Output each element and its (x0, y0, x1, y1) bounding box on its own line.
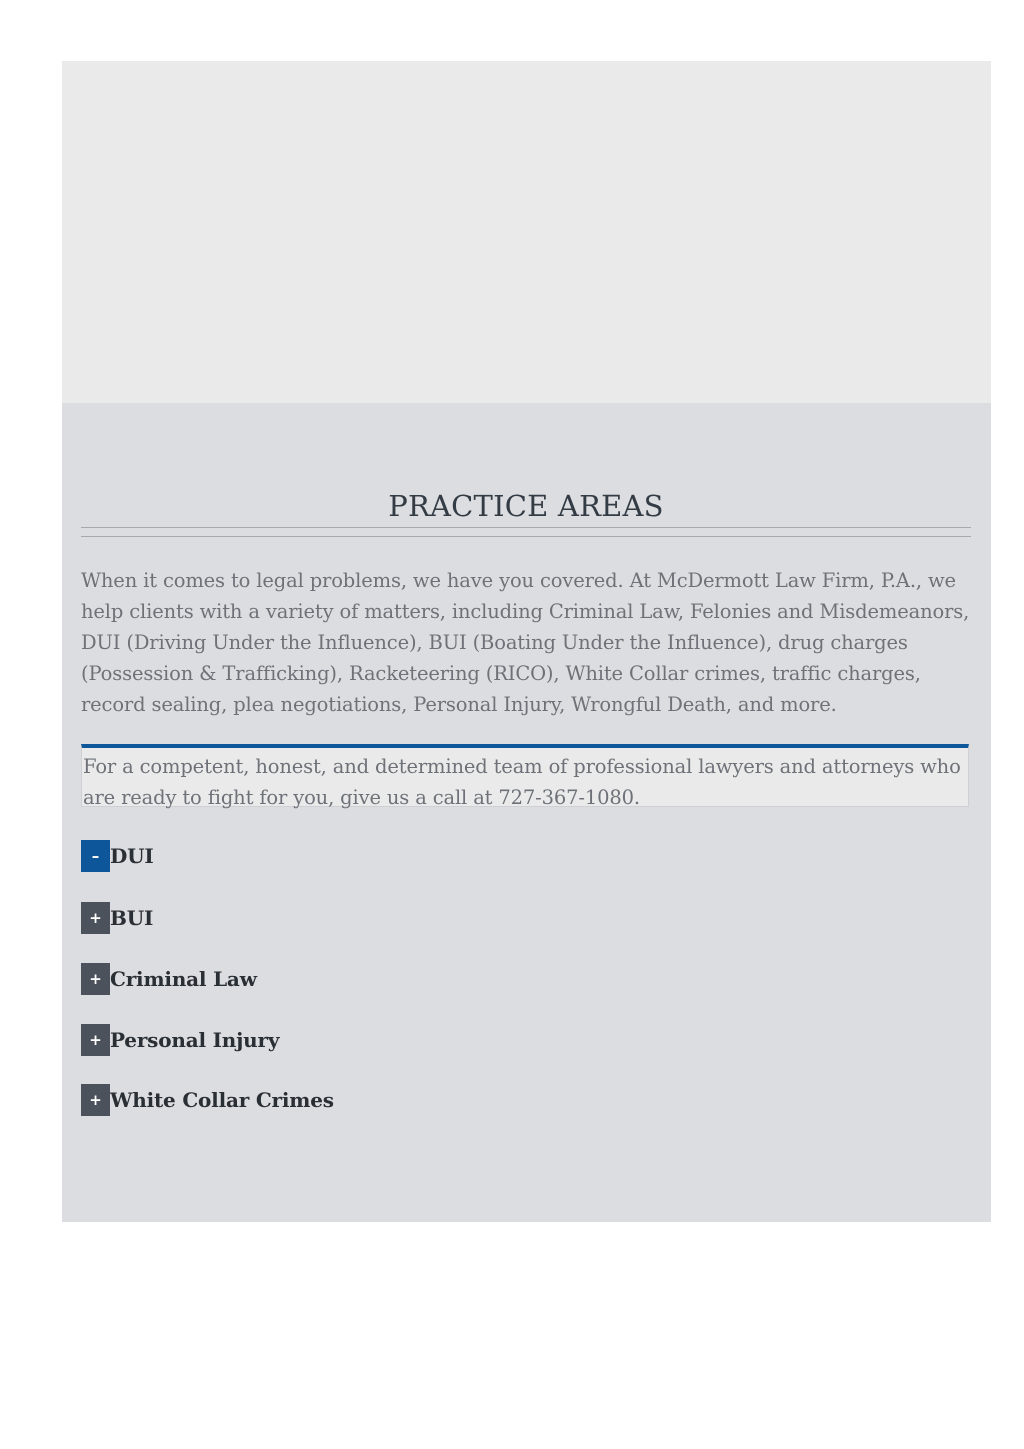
accordion-item-dui[interactable] (81, 840, 154, 872)
call-to-action-box (81, 744, 969, 807)
hero-image-placeholder (62, 61, 991, 403)
practice-areas-section (62, 403, 991, 1222)
minus-icon[interactable]: – (81, 840, 110, 872)
call-to-action-text: For a competent, honest, and determined team of professional lawyers and attorneys who are ready to fight for you, give us a call at 727-367-1080. (83, 755, 961, 809)
title-divider (81, 527, 971, 537)
plus-icon[interactable]: + (81, 1084, 110, 1116)
accordion-item-white-collar-crimes[interactable] (81, 1084, 334, 1116)
accordion-item-criminal-law[interactable] (81, 963, 257, 995)
intro-paragraph: When it comes to legal problems, we have you covered. At McDermott Law Firm, P.A., we help clients with a variety of matters, including Criminal Law, Felonies and Misdemeanors, DUI (Driving Under the Influence), BUI (Boating Under the Influence), drug charges (Possession & Trafficking), Racketeering (RICO), White Collar crimes, traffic charges, record sealing, plea negotiations, Personal Injury, Wrongful Death, and more. (81, 569, 970, 716)
plus-icon[interactable]: + (81, 963, 110, 995)
accordion-item-bui[interactable] (81, 902, 153, 934)
accordion-label[interactable]: Personal Injury (110, 1028, 280, 1052)
accordion-label[interactable]: BUI (110, 906, 154, 930)
accordion-item-personal-injury[interactable] (81, 1024, 279, 1056)
plus-icon[interactable]: + (81, 1024, 110, 1056)
accordion-label[interactable]: White Collar Crimes (110, 1088, 334, 1112)
accordion-label[interactable]: Criminal Law (110, 967, 257, 991)
section-title: PRACTICE AREAS (388, 489, 664, 523)
accordion-label[interactable]: DUI (110, 844, 154, 868)
plus-icon[interactable]: + (81, 902, 110, 934)
